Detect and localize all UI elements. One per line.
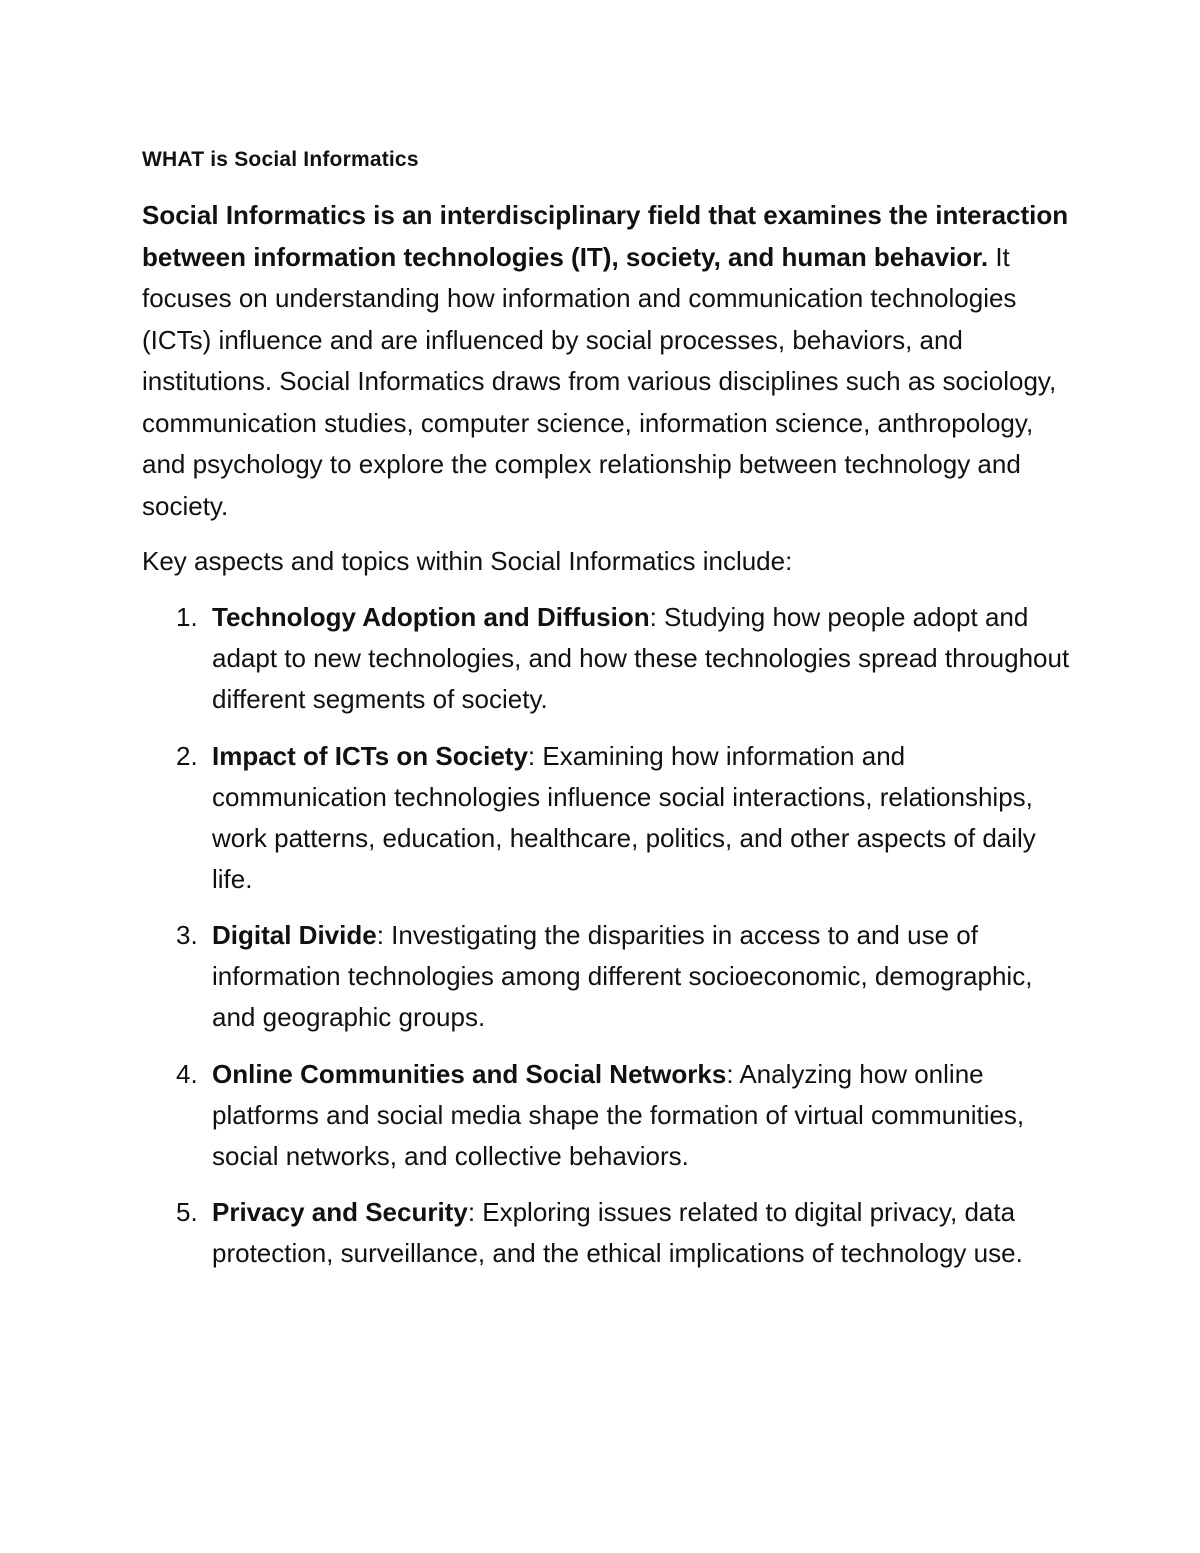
list-item: [142, 736, 1072, 900]
list-item-description: : Exploring issues related to digital privacy, data protection, surveillance, and the ethical implications of technology use.: [212, 1197, 1023, 1268]
list-item-number: 2.: [176, 740, 198, 771]
intro-bold-text: Social Informatics is an interdisciplinary field that examines the interaction between information technologies (IT), society, and human behavior.: [142, 200, 1069, 272]
list-item-description: : Studying how people adopt and adapt to new technologies, and how these technologies spread throughout different segments of society.: [212, 602, 1070, 714]
list-item-number: 3.: [176, 920, 198, 950]
list-item-description: : Investigating the disparities in access to and use of information technologies among different socioeconomic, demographic, and geographic groups.: [212, 920, 1033, 1032]
key-aspects-intro: Key aspects and topics within Social Informatics include:: [142, 546, 793, 576]
list-item: [142, 597, 1072, 720]
key-aspects-list: [142, 597, 1072, 1290]
list-item-term: Online Communities and Social Networks: [212, 1058, 727, 1089]
document-heading: WHAT is Social Informatics: [142, 148, 419, 171]
list-item-term: Privacy and Security: [212, 1197, 468, 1227]
list-item: [142, 1054, 1072, 1177]
list-item: [142, 1192, 1072, 1274]
intro-paragraph: [142, 195, 1072, 527]
list-item-number: 1.: [176, 602, 198, 632]
list-item-term: Technology Adoption and Diffusion: [212, 602, 650, 632]
list-item: [142, 915, 1072, 1038]
list-item-description: : Analyzing how online platforms and social media shape the formation of virtual communities, social networks, and collective behaviors.: [212, 1058, 1025, 1171]
intro-regular-text: It focuses on understanding how information and communication technologies (ICTs) influence and are influenced by social processes, behaviors, and institutions. Social Informatics draws from various disciplines such as sociology, communication studies, computer science, information science, anthropology, and psychology to explore the complex relationship between technology and society.: [142, 241, 1057, 521]
list-item-term: Impact of ICTs on Society: [212, 740, 528, 771]
list-item-description: : Examining how information and communication technologies influence social interactions, relationships, work patterns, education, healthcare, politics, and other aspects of daily life.: [212, 740, 1036, 894]
list-item-term: Digital Divide: [212, 920, 377, 950]
list-item-number: 4.: [176, 1058, 198, 1089]
list-item-number: 5.: [176, 1197, 198, 1227]
